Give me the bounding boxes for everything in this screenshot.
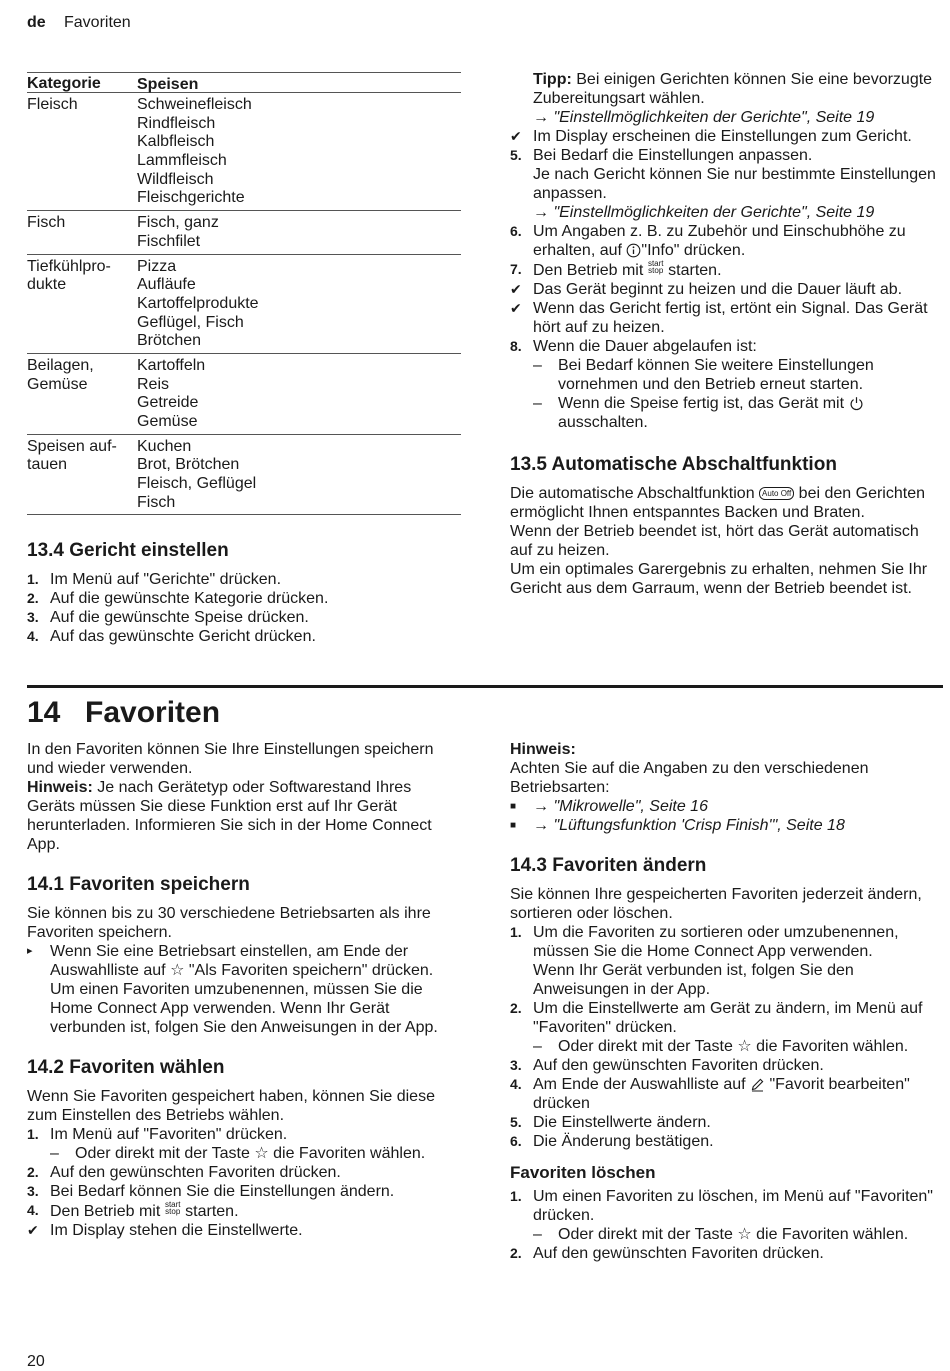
check-icon: ✔ bbox=[510, 281, 522, 297]
sub-item-text bbox=[558, 1037, 942, 1056]
section-13-4 bbox=[27, 540, 461, 646]
table-header bbox=[27, 72, 461, 93]
star-icon: ☆ bbox=[170, 962, 185, 979]
triangle-marker-icon: ▸ bbox=[27, 945, 33, 957]
step-6-text-a: Um Angaben z. B. zu Zubehör und Einschubhöhe zu erhalten, auf bbox=[533, 223, 906, 259]
sub-item-text bbox=[558, 1225, 942, 1244]
step-5-reference: → "Einstellmöglichkeiten der Gerichte", Seite 19 bbox=[533, 204, 875, 221]
dish-item: Fisch, ganz bbox=[137, 214, 219, 232]
step-number: 2. bbox=[510, 1245, 522, 1261]
step-7-text-b: starten. bbox=[663, 262, 722, 279]
dash-marker: – bbox=[533, 395, 542, 412]
paragraph: Wenn der Betrieb beendet ist, hört das Gerät automatisch auf zu heizen. bbox=[510, 523, 919, 559]
result-text: Wenn das Gericht fertig ist, ertönt ein Signal. Das Gerät hört auf zu heizen. bbox=[533, 300, 928, 336]
sub-item-text-b: die Favoriten wählen. bbox=[268, 1145, 426, 1162]
sub-item bbox=[510, 1225, 942, 1244]
dish-item: Brötchen bbox=[137, 332, 202, 350]
dash-marker: – bbox=[533, 357, 542, 374]
step-number: 5. bbox=[510, 147, 522, 163]
chapter-14-left bbox=[27, 696, 461, 1240]
paragraph-text-a: Die automatische Abschaltfunktion bbox=[510, 485, 760, 502]
step-note: Wenn Ihr Gerät verbunden ist, folgen Sie den Anweisungen in der App. bbox=[533, 962, 854, 998]
sub-item-text-b: die Favoriten wählen. bbox=[751, 1226, 909, 1243]
step-text-b: "Als Favoriten speichern" drücken. bbox=[184, 962, 434, 979]
tip-paragraph bbox=[533, 70, 942, 108]
step-number: 3. bbox=[510, 1057, 522, 1073]
step-text: Die Änderung bestätigen. bbox=[533, 1133, 714, 1150]
dish-item: Fleischgerichte bbox=[137, 189, 245, 207]
dish-item: Geflügel, Fisch bbox=[137, 313, 244, 331]
sub-item-text bbox=[558, 394, 942, 432]
check-icon: ✔ bbox=[510, 128, 522, 144]
paragraph: Wenn Sie Favoriten gespeichert haben, können Sie diese zum Einstellen des Betriebs wählen. bbox=[27, 1088, 435, 1124]
list-item bbox=[510, 337, 942, 356]
dash-marker: – bbox=[533, 1038, 542, 1055]
dish-item: Kartoffelprodukte bbox=[137, 294, 259, 312]
step-text: Auf den gewünschten Favoriten drücken. bbox=[50, 1164, 341, 1181]
step-number: 1. bbox=[510, 1188, 522, 1204]
list-item bbox=[510, 797, 942, 816]
dishes-cell bbox=[137, 96, 461, 208]
tip-text: Bei einigen Gerichten können Sie eine bevorzugte Zubereitungsart wählen. bbox=[533, 71, 933, 107]
result-item bbox=[27, 1221, 461, 1240]
list-item bbox=[27, 1201, 461, 1221]
step-text bbox=[50, 1201, 461, 1221]
step-5-text: Bei Bedarf die Einstellungen anpassen. bbox=[533, 147, 813, 164]
step-text: Auf die gewünschte Kategorie drücken. bbox=[50, 590, 329, 607]
table-row bbox=[27, 211, 461, 254]
paragraph-text-b: bei den Gerichten ermöglicht Ihnen entspanntes Backen und Braten. bbox=[510, 485, 925, 521]
page-number: 20 bbox=[27, 1353, 45, 1370]
category-cell: Beilagen, Gemüse bbox=[27, 356, 94, 393]
table-header-category: Kategorie bbox=[27, 75, 101, 92]
step-text bbox=[50, 942, 461, 1037]
step-text bbox=[533, 923, 942, 999]
paragraph bbox=[27, 778, 461, 854]
step-text: Auf das gewünschte Gericht drücken. bbox=[50, 628, 316, 645]
sub-item-text-a: Oder direkt mit der Taste bbox=[558, 1226, 738, 1243]
list-item bbox=[27, 1163, 461, 1182]
square-bullet-icon: ■ bbox=[510, 820, 517, 831]
step-7-text-a: Den Betrieb mit bbox=[533, 262, 648, 279]
list-item bbox=[510, 999, 942, 1037]
dash-marker: – bbox=[533, 1226, 542, 1243]
step-6-text-b: "Info" drücken. bbox=[641, 242, 746, 259]
sub-item bbox=[27, 1144, 461, 1163]
chapter-title-text: Favoriten bbox=[85, 696, 221, 729]
chapter-number: 14 bbox=[27, 696, 61, 729]
auto-off-icon: Auto Off bbox=[759, 487, 794, 500]
hint-text: Achten Sie auf die Angaben zu den verschiedenen Betriebsarten: bbox=[510, 760, 869, 796]
dish-item: Getreide bbox=[137, 394, 199, 412]
list-item bbox=[27, 589, 461, 608]
check-icon: ✔ bbox=[510, 300, 522, 316]
list-item bbox=[510, 1056, 942, 1075]
hint-label: Hinweis: bbox=[510, 741, 576, 758]
sub-item bbox=[510, 356, 942, 394]
list-item bbox=[510, 923, 942, 999]
step-text bbox=[533, 146, 942, 222]
tip-block bbox=[510, 70, 942, 127]
category-cell: Tiefkühlpro- dukte bbox=[27, 257, 111, 294]
chapter-divider bbox=[27, 685, 943, 688]
check-icon: ✔ bbox=[27, 1222, 39, 1238]
section-title: 13.4 Gericht einstellen bbox=[27, 540, 229, 561]
dish-item: Kalbfleisch bbox=[137, 133, 215, 151]
result-text: Im Display erscheinen die Einstellungen zum Gericht. bbox=[533, 128, 912, 145]
chapter-title bbox=[27, 696, 461, 730]
step-number: 4. bbox=[27, 1202, 39, 1218]
table-row bbox=[27, 255, 461, 354]
result-item bbox=[510, 127, 942, 146]
step-note: Um einen Favoriten umzubenennen, müssen Sie die Home Connect App verwenden. Wenn Ihr Gerät verbunden ist, folgen Sie den Anweisungen in der App. bbox=[50, 981, 438, 1036]
sub-item-text-a: Oder direkt mit der Taste bbox=[75, 1145, 255, 1162]
start-stop-icon-bottom: stop bbox=[165, 1207, 181, 1216]
sub-item-text-b: ausschalten. bbox=[558, 414, 648, 431]
pencil-icon bbox=[750, 1077, 765, 1092]
step-number: 5. bbox=[510, 1114, 522, 1130]
list-item bbox=[27, 1182, 461, 1201]
sub-item-text-a: Oder direkt mit der Taste bbox=[558, 1038, 738, 1055]
dish-item: Schweinefleisch bbox=[137, 96, 252, 113]
step-number: 4. bbox=[27, 628, 39, 644]
sub-item bbox=[510, 394, 942, 432]
step-number: 2. bbox=[27, 1164, 39, 1180]
dash-marker: – bbox=[50, 1145, 59, 1162]
sub-item-text-b: die Favoriten wählen. bbox=[751, 1038, 909, 1055]
dishes-cell bbox=[137, 357, 461, 432]
dish-item: Wildfleisch bbox=[137, 170, 214, 188]
dish-item: Fleisch, Geflügel bbox=[137, 475, 257, 493]
paragraph: Sie können bis zu 30 verschiedene Betriebsarten als ihre Favoriten speichern. bbox=[27, 905, 431, 941]
header-language: de bbox=[27, 14, 46, 31]
section-title: 14.1 Favoriten speichern bbox=[27, 874, 250, 895]
paragraph: Sie können Ihre gespeicherten Favoriten jederzeit ändern, sortieren oder löschen. bbox=[510, 886, 922, 922]
list-item bbox=[510, 1075, 942, 1113]
step-5-note: Je nach Gericht können Sie nur bestimmte Einstellungen anpassen. bbox=[533, 166, 936, 202]
result-item bbox=[510, 299, 942, 337]
dish-category-table bbox=[27, 72, 461, 515]
dish-item: Reis bbox=[137, 375, 170, 393]
hint-label: Hinweis: bbox=[27, 779, 93, 796]
reference-link[interactable]: → "Mikrowelle", Seite 16 bbox=[533, 798, 708, 815]
step-text-a: Den Betrieb mit bbox=[50, 1203, 165, 1220]
square-bullet-icon: ■ bbox=[510, 801, 517, 812]
paragraph: In den Favoriten können Sie Ihre Einstellungen speichern und wieder verwenden. bbox=[27, 741, 434, 777]
step-text: Auf den gewünschten Favoriten drücken. bbox=[533, 1057, 824, 1074]
info-icon bbox=[626, 243, 641, 258]
step-text bbox=[533, 260, 942, 280]
step-text: Um die Einstellwerte am Gerät zu ändern, im Menü auf "Favoriten" drücken. bbox=[533, 1000, 923, 1036]
step-number: 3. bbox=[27, 1183, 39, 1199]
result-text: Im Display stehen die Einstellwerte. bbox=[50, 1222, 303, 1239]
list-item bbox=[27, 627, 461, 646]
step-number: 8. bbox=[510, 338, 522, 354]
dish-item: Kartoffeln bbox=[137, 356, 206, 374]
dish-item: Fischfilet bbox=[137, 232, 201, 250]
list-item bbox=[510, 146, 942, 222]
list-item bbox=[510, 222, 942, 260]
list-item bbox=[27, 942, 461, 1037]
category-cell: Fisch bbox=[27, 214, 66, 232]
star-icon: ☆ bbox=[737, 1226, 752, 1243]
right-column-top bbox=[510, 70, 942, 598]
table-row bbox=[27, 354, 461, 435]
list-item bbox=[510, 1113, 942, 1132]
tip-reference: → "Einstellmöglichkeiten der Gerichte", Seite 19 bbox=[533, 109, 875, 126]
dish-item: Rindfleisch bbox=[137, 114, 216, 132]
chapter-14-right bbox=[510, 740, 942, 1263]
sub-item bbox=[510, 1037, 942, 1056]
list-item bbox=[27, 1125, 461, 1144]
step-text: Um einen Favoriten zu löschen, im Menü auf "Favoriten" drücken. bbox=[533, 1188, 933, 1224]
step-text: Auf die gewünschte Speise drücken. bbox=[50, 609, 309, 626]
step-number: 4. bbox=[510, 1076, 522, 1092]
sub-item-text-a: Wenn die Speise fertig ist, das Gerät mit bbox=[558, 395, 849, 412]
dish-item: Brot, Brötchen bbox=[137, 456, 240, 474]
step-number: 2. bbox=[510, 1000, 522, 1016]
dish-item: Lammfleisch bbox=[137, 152, 227, 170]
step-number: 2. bbox=[27, 590, 39, 606]
sub-item-text bbox=[75, 1144, 461, 1163]
step-text: Auf den gewünschten Favoriten drücken. bbox=[533, 1245, 824, 1262]
start-stop-icon-bottom: stop bbox=[648, 266, 664, 275]
step-text bbox=[533, 222, 942, 260]
paragraph bbox=[510, 484, 942, 522]
list-item bbox=[510, 816, 942, 835]
star-icon: ☆ bbox=[737, 1038, 752, 1055]
step-number: 6. bbox=[510, 1133, 522, 1149]
dish-item: Kuchen bbox=[137, 437, 192, 455]
list-item bbox=[510, 1187, 942, 1225]
dish-item: Pizza bbox=[137, 257, 177, 275]
dish-item: Fisch bbox=[137, 493, 176, 511]
step-text-a: Wenn Sie eine Betriebsart einstellen, am Ende der Auswahlliste auf bbox=[50, 943, 409, 979]
step-text: Bei Bedarf können Sie die Einstellungen ändern. bbox=[50, 1183, 395, 1200]
category-cell: Speisen auf- tauen bbox=[27, 437, 117, 474]
sub-item-text: Bei Bedarf können Sie weitere Einstellungen vornehmen und den Betrieb erneut starten. bbox=[558, 357, 874, 393]
paragraph: Um ein optimales Garergebnis zu erhalten, nehmen Sie Ihr Gericht aus dem Garraum, wenn der Betrieb beendet ist. bbox=[510, 561, 928, 597]
step-text: Im Menü auf "Gerichte" drücken. bbox=[50, 571, 282, 588]
step-text: Wenn die Dauer abgelaufen ist: bbox=[533, 338, 757, 355]
dishes-cell bbox=[137, 258, 461, 351]
step-text-main: Um die Favoriten zu sortieren oder umzubenennen, müssen Sie die Home Connect App verwenden. bbox=[533, 924, 899, 960]
list-item bbox=[510, 1132, 942, 1151]
step-number: 1. bbox=[510, 924, 522, 940]
section-title: 14.2 Favoriten wählen bbox=[27, 1057, 225, 1078]
section-title: 14.3 Favoriten ändern bbox=[510, 855, 707, 876]
step-text: Im Menü auf "Favoriten" drücken. bbox=[50, 1126, 288, 1143]
result-text: Das Gerät beginnt zu heizen und die Dauer läuft ab. bbox=[533, 281, 903, 298]
start-stop-icon bbox=[648, 260, 664, 274]
table-body bbox=[27, 93, 461, 515]
header-title: Favoriten bbox=[64, 14, 131, 31]
step-number: 1. bbox=[27, 1126, 39, 1142]
category-cell: Fleisch bbox=[27, 96, 78, 113]
start-stop-icon-top: start bbox=[164, 1200, 181, 1209]
dishes-cell bbox=[137, 214, 461, 251]
section-title: 13.5 Automatische Abschaltfunktion bbox=[510, 454, 837, 475]
step-text-b: "Favorit bearbeiten" drücken bbox=[533, 1076, 910, 1112]
power-icon bbox=[849, 396, 864, 411]
dishes-cell bbox=[137, 438, 461, 513]
dish-item: Aufläufe bbox=[137, 276, 196, 294]
list-item bbox=[510, 260, 942, 280]
start-stop-icon-top: start bbox=[647, 259, 664, 268]
reference-link[interactable]: → "Lüftungsfunktion 'Crisp Finish'", Seite 18 bbox=[533, 817, 845, 834]
subsection-title: Favoriten löschen bbox=[510, 1163, 656, 1182]
hint-text: Je nach Gerätetyp oder Softwarestand Ihres Geräts müssen Sie diese Funktion erst auf Ihr Gerät herunterladen. Informieren Sie sich in der Home Connect App. bbox=[27, 779, 432, 853]
table-header-dishes: Speisen bbox=[137, 76, 199, 93]
step-number: 6. bbox=[510, 223, 522, 239]
list-item bbox=[510, 1244, 942, 1263]
step-text-a: Am Ende der Auswahlliste auf bbox=[533, 1076, 751, 1093]
tip-label: Tipp: bbox=[533, 71, 572, 88]
dish-item: Gemüse bbox=[137, 413, 198, 430]
table-row bbox=[27, 435, 461, 516]
step-number: 3. bbox=[27, 609, 39, 625]
table-row bbox=[27, 93, 461, 211]
step-number: 1. bbox=[27, 571, 39, 587]
step-number: 7. bbox=[510, 261, 522, 277]
result-item bbox=[510, 280, 942, 299]
list-item bbox=[27, 570, 461, 589]
start-stop-icon bbox=[165, 1201, 181, 1215]
step-text: Die Einstellwerte ändern. bbox=[533, 1114, 711, 1131]
star-icon: ☆ bbox=[254, 1145, 269, 1162]
list-item bbox=[27, 608, 461, 627]
step-text bbox=[533, 1075, 942, 1113]
step-text-b: starten. bbox=[180, 1203, 239, 1220]
